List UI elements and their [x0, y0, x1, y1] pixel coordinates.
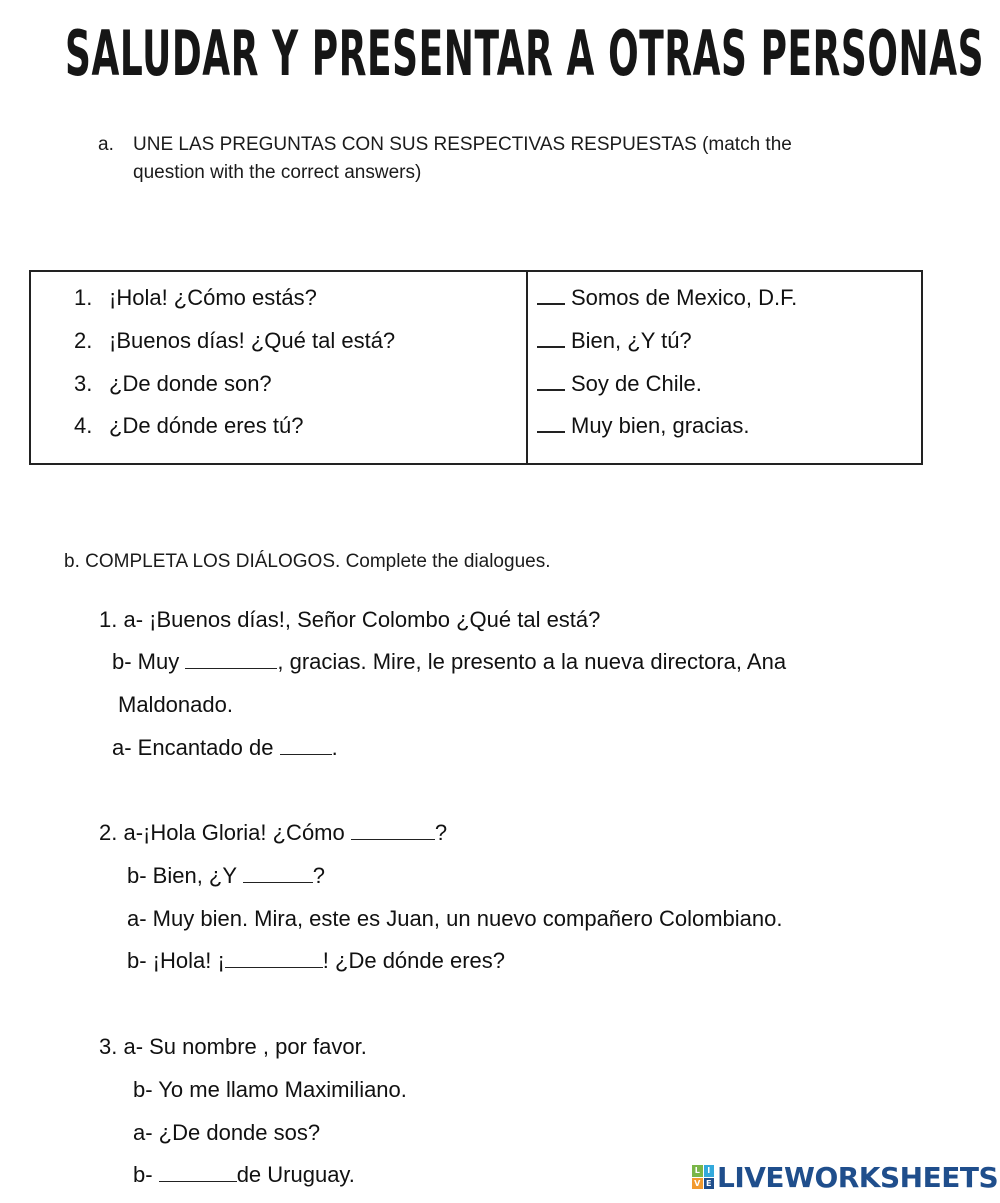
fill-blank-input[interactable] [159, 1161, 237, 1182]
question-number: 3. [74, 371, 93, 396]
question-row [74, 283, 317, 313]
answer-row [537, 326, 692, 356]
question-text: ¿De dónde eres tú? [109, 413, 304, 438]
answer-text: Bien, ¿Y tú? [571, 328, 692, 353]
question-text: ¡Hola! ¿Cómo estás? [109, 285, 317, 310]
answer-blank-input[interactable] [537, 371, 565, 391]
answer-row [537, 369, 702, 399]
answer-blank-input[interactable] [537, 285, 565, 305]
dialogue-2-line-1: 2. a-¡Hola Gloria! ¿Cómo ? [99, 820, 448, 845]
answer-row [537, 411, 750, 441]
fill-blank-input[interactable] [243, 862, 313, 883]
dialogue-1-line-1: 1. a- ¡Buenos días!, Señor Colombo ¿Qué tal está? [99, 607, 601, 632]
fill-blank-input[interactable] [280, 734, 332, 755]
question-number: 2. [74, 328, 93, 353]
fill-blank-input[interactable] [225, 947, 323, 968]
dialogue-1-line-3: Maldonado. [118, 692, 233, 717]
dialogue-3-line-3: a- ¿De donde sos? [133, 1120, 321, 1145]
page-title: SALUDAR Y PRESENTAR A OTRAS PERSONAS [65, 17, 985, 90]
matching-table [29, 270, 923, 465]
part-b-heading: b. COMPLETA LOS DIÁLOGOS. Complete the dialogues. [64, 551, 551, 572]
answer-text: Soy de Chile. [571, 371, 702, 396]
question-number: 4. [74, 413, 93, 438]
question-row [74, 369, 272, 399]
liveworksheets-logo-icon: L I V E [692, 1165, 714, 1189]
answer-text: Somos de Mexico, D.F. [571, 285, 798, 310]
liveworksheets-logo [692, 1160, 998, 1194]
question-text: ¡Buenos días! ¿Qué tal está? [109, 328, 396, 353]
answers-column [528, 272, 921, 463]
part-a-instruction-line2: question with the correct answers) [133, 162, 422, 183]
answer-text: Muy bien, gracias. [571, 413, 750, 438]
dialogue-3-line-4: b- de Uruguay. [133, 1162, 355, 1187]
dialogue-3-line-1: 3. a- Su nombre , por favor. [99, 1034, 367, 1059]
dialogue-3-line-2: b- Yo me llamo Maximiliano. [133, 1077, 407, 1102]
fill-blank-input[interactable] [185, 648, 277, 669]
dialogue-2-line-2: b- Bien, ¿Y ? [127, 863, 326, 888]
fill-blank-input[interactable] [351, 819, 435, 840]
dialogue-2-line-3: a- Muy bien. Mira, este es Juan, un nuevo compañero Colombiano. [127, 906, 783, 931]
question-row [74, 326, 395, 356]
dialogue-1-line-4: a- Encantado de . [112, 735, 338, 760]
question-text: ¿De donde son? [109, 371, 272, 396]
part-a-marker: a. [98, 134, 114, 155]
dialogue-1-line-2: b- Muy , gracias. Mire, le presento a la nueva directora, Ana [112, 649, 787, 674]
dialogue-2-line-4: b- ¡Hola! ¡ ! ¿De dónde eres? [127, 948, 506, 973]
answer-blank-input[interactable] [537, 413, 565, 433]
answer-blank-input[interactable] [537, 328, 565, 348]
answer-row [537, 283, 797, 313]
questions-column [31, 272, 528, 463]
question-number: 1. [74, 285, 93, 310]
question-row [74, 411, 303, 441]
liveworksheets-logo-text: LIVEWORKSHEETS [717, 1160, 999, 1194]
part-a-instruction-line1: UNE LAS PREGUNTAS CON SUS RESPECTIVAS RESPUESTAS (match the [133, 134, 792, 155]
